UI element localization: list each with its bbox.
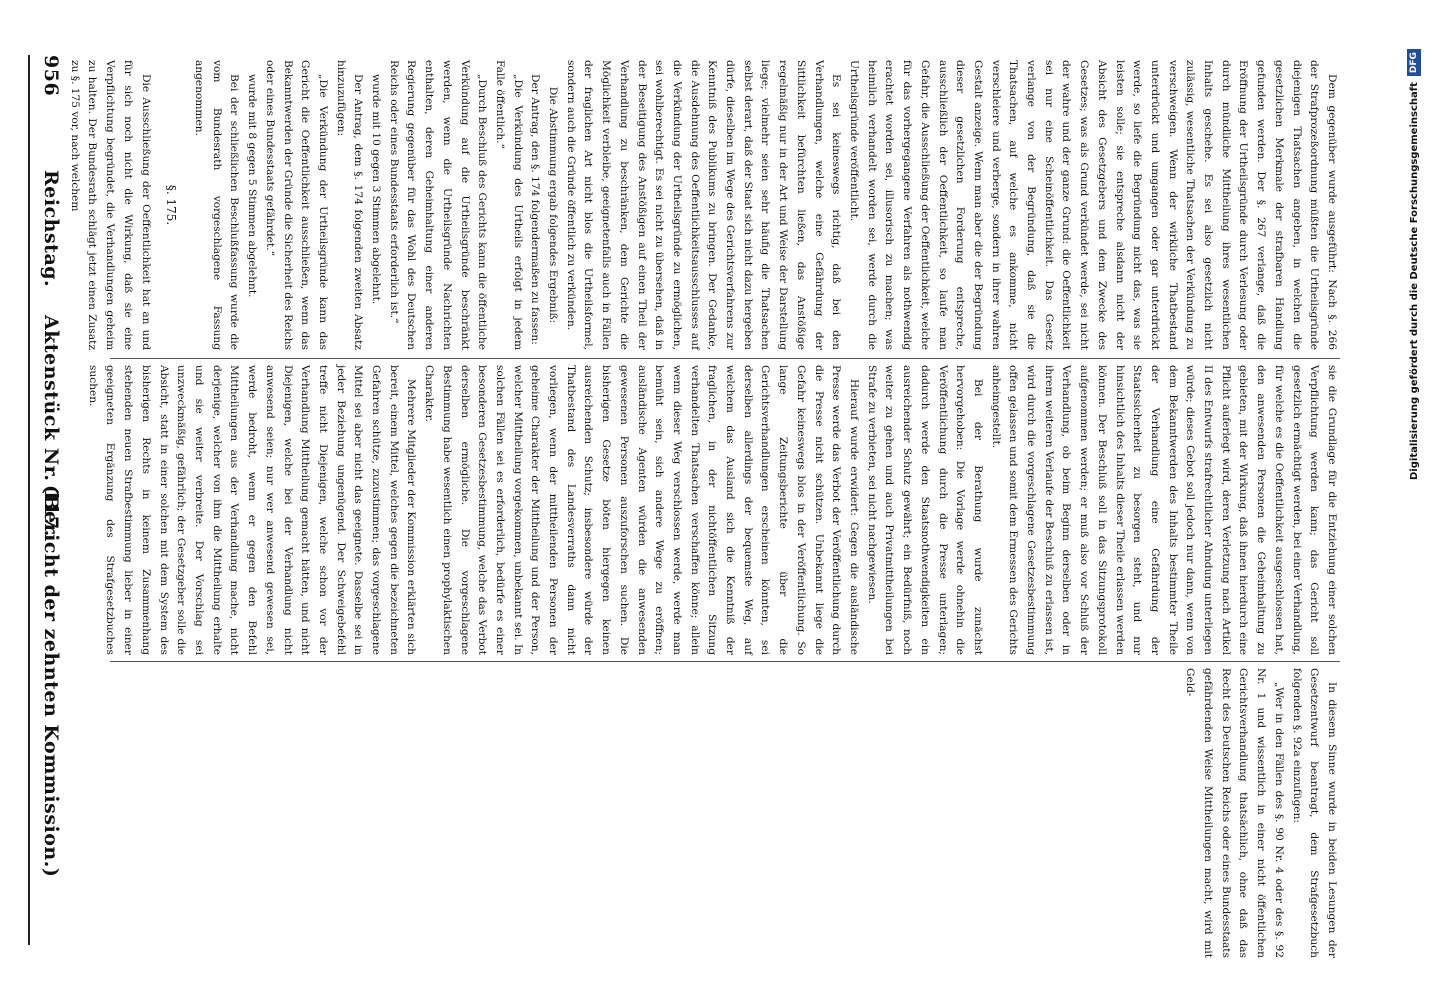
paragraph: Mehrere Mitglieder der Kommission erklärten sich bereit, einem Mittel, welches gegen die bezeichneten Gefahren schütze, zuzustimmen; das vorgeschlagene Mittel sei aber nicht das geeignete. Dasselbe sei in jeder Beziehung ungenügend. Der Schweigebefehl treffe nicht Diejenigen, welche schon vor der Verhandlung Mittheilung gemacht hätten, und nicht Diejenigen, welche bei der Verhandlung nicht anwesend seien; nur wer anwesend gewesen sei, werde bedroht, wenn er gegen den Befehl Mittheilungen aus der Verhandlung mache, nicht derjenige, welcher von ihm die Mittheilung erhalte und sie weiter verbreite. Der Vorschlag sei unzweckmäßig, gefährlich; der Gesetzgeber solle die Absicht, statt in einer solchen mit dem System des bisherigen Rechts in keinem Zusammenhang stehenden neuen Strafbestimmung lieber in einer geeigneten Ergänzung des Strafgesetzbuches suchen. [86,365,418,655]
digitization-credit [1402,10,1428,480]
paragraph: Der Antrag, den §. 174 folgendermaßen zu fassen: [529,74,542,345]
section-heading: §. 175. [164,184,179,226]
paragraph: wurde mit 10 gegen 3 Stimmen abgelehnt. [370,74,383,305]
text-column-2 [86,365,1340,656]
dfg-logo: DFG [1407,49,1421,76]
column-divider [110,358,1340,359]
page-number: 956 [40,55,62,97]
paragraph: sie die Grundlage für die Entziehung einer solchen Verpflichtung werden kann; das Gericht soll gesetzlich ermächtigt werden, bei einer Verhandlung, für welche es die Oeffentlichkeit ausgeschlossen hat, den anwesenden Personen die Geheimhaltung zu gebieten, mit der Wirkung, daß ihnen hierdurch eine Pflicht auferlegt wird, deren Verletzung nach Artikel II des Entwurfs strafrechtlicher Ahndung unterliegen würde; dieses Gebot soll jedoch nur dann, wenn von dem Bekanntwerden des Inhalts bestimmter Theile der Verhandlung eine Gefährdung der Staatssicherheit zu besorgen steht, und nur hinsichtlich des Inhalts dieser Theile erlassen werden können. Der Beschluß soll in das Sitzungsprotokoll aufgenommen werden; er muß also vor Schluß der Verhandlung, ob beim Beginn derselben oder in ihrem weiteren Verlaufe der Beschluß zu erlassen ist, wird durch die vorgeschlagene Gesetzesbestimmung offen gelassen und somit dem Ermessen des Gerichts anheimgestellt. [989,365,1338,656]
document-subtitle: (Bericht der zehnten Kommission.) [40,485,62,878]
text-column-3 [110,668,1340,958]
quote: „Wer in den Fällen des §. 90 Nr. 4 oder des §. 92 Nr. 1 und wissentlich in einer nicht öffentlichen Gerichtsverhandlung thatsächlich, ohne daß das Recht des Deutschen Reichs oder eines Bundesstaats gefährdenden Weise Mittheilungen macht, wird mit Geld- [1184,668,1285,958]
paragraph: In diesem Sinne wurde in beiden Lesungen der Gesetzentwurf beantragt, dem Strafgesetzbuch folgenden §. 92a einzufügen: [1290,668,1338,958]
paragraph: Hierauf wurde erwidert: Gegen die ausländische Presse werde das Verbot der Veröffentlichung durch die Presse nicht schützen. Unbekannt liege die Gefahr keineswegs blos in der Veröffentlichung. So lange Zeitungsberichte über die Gerichtsverhandlungen erscheinen könnten, sei derselben allerdings der bequemste Weg, auf welchem das Ausland sich die Kenntniß der fraglichen, in der nichtöffentlichen Sitzung verhandelten Thatsachen verschaffen könne; allein wenn dieser Weg verschlossen werde, werde man bemüht sein, sich andere Wege zu eröffnen; ausländische Agenten würden die anwesenden gewesenen Personen auszuforschen suchen. Die bisherigen Gesetze böten hiergegen keinen ausreichenden Schutz; insbesondere würde der Thatbestand des Landesverraths dann nicht vorliegen, wenn der mittheilenden Personen der geheime Charakter der Mittheilung und der Person, welcher Mittheilung vorgekommen, unbekannt sei. In solchen Fällen sei es erforderlich, bedürfe es einer besonderen Gesetzesbestimmung, welche das Verbot derselben ermögliche. Die vorgeschlagene Bestimmung habe wesentlich einen prophylaktischen Charakter. [423,365,861,655]
paragraph: Die Abstimmung ergab folgendes Ergebniß: [547,86,560,324]
paragraph: Dem gegenüber wurde ausgeführt: Nach §. 266 der Strafprozeßordnung müßten die Urtheilsgründe diejenigen Thatsachen angeben, in welchen die gesetzlichen Merkmale der strafbaren Handlung gefunden werden. Der §. 267 verlange, daß die Eröffnung der Urtheilsgründe durch Verlesung oder durch mündliche Mittheilung ihres wesentlichen Inhalts geschehe. Es sei also gesetzlich nicht zulässig, wesentliche Thatsachen der Verkündung zu verschweigen. Wenn der wirkliche Thatbestand unterdrückt und umgangen oder gar unterdrückt werde, so liefe die Begründung nicht das, was sie leisten solle; sie entspreche alsdann nicht der Absicht des Gesetzgebers und dem Zwecke des Gesetzes; was als Grund verkündet werde, sei nicht der wahre und der ganze Grund: die Oeffentlichkeit sei nur eine Scheinöffentlichkeit. Das Gesetz verlange von der Begründung, daß sie die Thatsachen, auf welche es ankomme, nicht verschleiere und verberge, sondern in ihrer wahren Gestalt anzeige. Wenn man aber die der Begründung dieser gesetzlichen Forderung entspreche, ausschließlich der Oeffentlichkeit, so laufe man Gefahr, die Ausschließung der Oeffentlichkeit, welche für das vorhergegangene Verfahren als nothwendig erachtet worden sei, illusorisch zu machen; was heimlich verhandelt worden sei, werde durch die Urtheilsgründe veröffentlicht. [848,60,1338,350]
text-column-1 [68,60,1340,350]
publication-title: Reichstag. [40,170,62,288]
quote: „Die Verkündung der Urtheilsgründe kann das Gericht die Oeffentlichkeit ausschließen, wenn das Bekanntwerden der Gründe die Sicherheit des Reichs oder eines Bundesstaats gefährdet.“ [263,60,329,350]
document-number: Aktenstück Nr. 117. [40,315,62,537]
paragraph: Der Antrag, dem §. 174 folgenden zweiten Absatz hinzuzufügen: [334,60,365,350]
quote: „Durch Beschluß des Gerichts kann die öffentliche Verkündung auf die Urtheilsgründe beschränkt werden, wenn die Urtheilsgründe Nachrichten enthalten, deren Geheimhaltung einer anderen Regierung gegenüber für das Wohl des Deutschen Reichs oder eines Bundesstaats erforderlich ist.“ [387,60,489,350]
column-divider [110,661,1340,662]
quote: „Die Verkündung des Urtheils erfolgt in jedem Falle öffentlich.“ [493,60,524,350]
paragraph: Bei der Berathung wurde zunächst hervorgehoben: Die Vorlage werde ohnehin die Veröffentlichung durch die Presse unterlagen; dadurch werde den Staatsnothwendigkeiten ein ausreichender Schutz gewährt; ein Bedürfniß, noch weiter zu gehen und auch Privatmittheilungen bei Strafe zu verbieten, sei nicht nachgewiesen. [865,365,984,655]
credit-text: Digitalisierung gefördert durch die Deutsche Forschungsgemeinschaft [1409,82,1420,480]
page-header [28,55,70,945]
paragraph: Die Ausschließung der Oeffentlichkeit hat an und für sich noch nicht die Wirkung, daß sie eine Verpflichtung begründet, die Verhandlungen geheim zu halten. Der Bundesrath schlägt jetzt einen Zusatz zu §. 175 vor, nach welchem [68,60,152,350]
paragraph: wurde mit 8 gegen 5 Stimmen abgelehnt. [246,74,259,298]
paragraph: Bei der schließlichen Beschlußfassung wurde die vom Bundesrath vorgeschlagene Fassung angenommen. [193,60,241,350]
paragraph: Es sei keineswegs richtig, daß bei den Verhandlungen, welche eine Gefährdung der Sittlichkeit befürchten ließen, das Anstößige regelmäßig nur in der Art und Weise der Darstellung liege; vielmehr seien sehr häufig die Thatsachen selbst derart, daß der Staat sich nicht dazu hergeben dürfe, dieselben im Wege des Gerichtsverfahrens zur Kenntniß des Publikums zu bringen. Der Gedanke, die Ausdehnung des Oeffentlichkeitsausschlusses auf die Verkündung der Urtheilsgründe zu ermöglichen, sei wohlberechtigt. Es sei nicht zu übersehen, daß in der Beseitigung des Anstößigen auf einen Theil der Verhandlung zu beschränken, dem Gerichte die Möglichkeit verbleibe, geeignetenfalls auch in Fällen der fraglichen Art nicht blos die Urtheilsformel, sondern auch die Gründe öffentlich zu verkünden. [564,60,843,350]
